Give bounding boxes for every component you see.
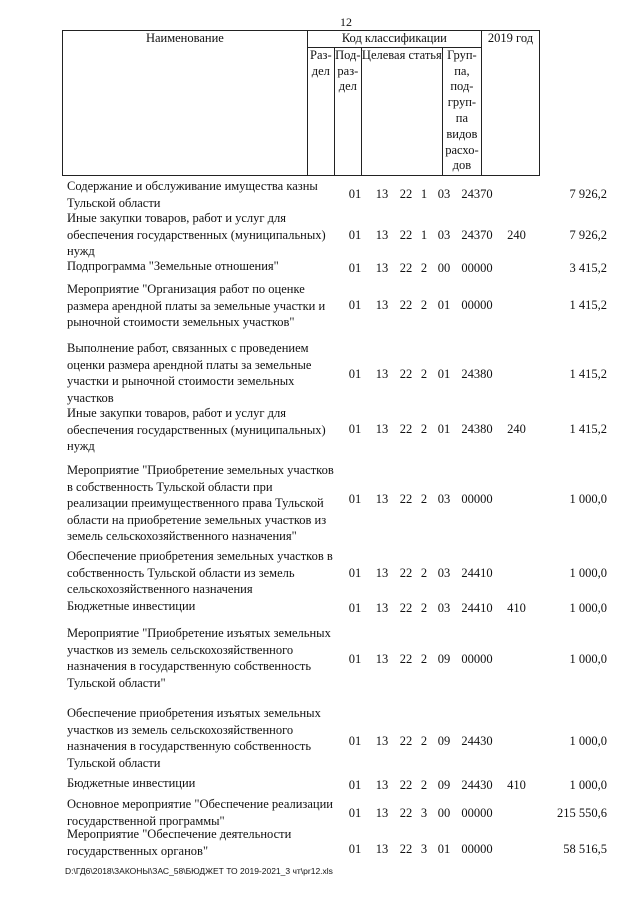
header-code-group: Код классификации: [307, 31, 481, 48]
code-razdel: 01: [348, 566, 362, 580]
row-amount-2019: 215 550,6: [557, 806, 607, 820]
code-cs-program: 22: [399, 492, 413, 506]
code-cs-event: 00: [437, 261, 451, 275]
row-amount-2019: 1 000,0: [569, 492, 607, 506]
code-cs-direction: 24430: [461, 778, 493, 792]
code-cs-direction: 00000: [461, 298, 493, 312]
code-cs-subprogram: 2: [420, 652, 428, 666]
row-name: [67, 826, 342, 859]
row-name-line: сельскохозяйственного назначения: [67, 582, 253, 596]
row-name: [67, 548, 342, 598]
code-cs-subprogram: 1: [420, 228, 428, 242]
code-cs-event: 09: [437, 734, 451, 748]
code-cs-event: 03: [437, 601, 451, 615]
code-razdel: 01: [348, 492, 362, 506]
code-cs-event: 03: [437, 566, 451, 580]
code-podrazdel: 13: [375, 842, 389, 856]
row-name-line: оценки размера арендной платы за земельные: [67, 357, 312, 372]
code-cs-event: 01: [437, 367, 451, 381]
row-name: [67, 178, 342, 211]
code-cs-program: 22: [399, 298, 413, 312]
code-podrazdel: 13: [375, 652, 389, 666]
code-cs-event: 01: [437, 842, 451, 856]
row-name-line: рыночной стоимости земельных участков": [67, 315, 295, 329]
row-amount-2019: 1 000,0: [569, 652, 607, 666]
code-podrazdel: 13: [375, 367, 389, 381]
code-razdel: 01: [348, 298, 362, 312]
row-name-line: участков: [67, 390, 114, 405]
code-cs-program: 22: [399, 228, 413, 242]
code-cs-direction: 24430: [461, 734, 493, 748]
code-cs-direction: 00000: [461, 806, 493, 820]
row-name-line: Подпрограмма "Земельные отношения": [67, 259, 279, 273]
code-cs-direction: 00000: [461, 652, 493, 666]
code-podrazdel: 13: [375, 422, 389, 436]
code-cs-program: 22: [399, 842, 413, 856]
code-cs-subprogram: 2: [420, 566, 428, 580]
code-cs-subprogram: 2: [420, 298, 428, 312]
code-podrazdel: 13: [375, 601, 389, 615]
row-name-line: Мероприятие "Приобретение изъятых земельных: [67, 626, 331, 640]
code-cs-event: 09: [437, 778, 451, 792]
code-razdel: 01: [348, 734, 362, 748]
code-cs-subprogram: 2: [420, 601, 428, 615]
row-name-line: в собственность Тульской области при: [67, 479, 273, 494]
row-name-line: собственность Тульской области из земель: [67, 565, 295, 580]
code-cs-program: 22: [399, 566, 413, 580]
row-name-line: Мероприятие "Организация работ по оценке: [67, 282, 305, 296]
code-razdel: 01: [348, 422, 362, 436]
row-name-line: Бюджетные инвестиции: [67, 776, 196, 790]
code-cs-subprogram: 3: [420, 842, 428, 856]
header-target-article: Целевая статья: [361, 47, 442, 175]
code-razdel: 01: [348, 778, 362, 792]
row-name-line: назначения в государственную собственность: [67, 659, 312, 673]
row-name: [67, 705, 342, 771]
page-number: 12: [340, 15, 352, 29]
code-cs-event: 03: [437, 492, 451, 506]
row-name: [67, 281, 342, 331]
row-name-line: Тульской области: [67, 755, 161, 770]
code-podrazdel: 13: [375, 261, 389, 275]
code-razdel: 01: [348, 367, 362, 381]
row-name: [67, 405, 342, 455]
code-podrazdel: 13: [375, 187, 389, 201]
row-name-line: участков из земель сельскохозяйственного: [67, 722, 294, 737]
code-razdel: 01: [348, 261, 362, 275]
code-cs-subprogram: 1: [420, 187, 428, 201]
code-cs-event: 09: [437, 652, 451, 666]
code-cs-event: 00: [437, 806, 451, 820]
header-podrazdel: Под- раз- дел: [334, 47, 361, 175]
header-razdel: Раз- дел: [307, 47, 334, 175]
row-name-line: Иные закупки товаров, работ и услуг для: [67, 406, 287, 420]
code-cs-direction: 00000: [461, 261, 493, 275]
row-amount-2019: 7 926,2: [569, 228, 607, 242]
code-cs-program: 22: [399, 734, 413, 748]
code-expense-group: 240: [507, 422, 526, 436]
row-name: [67, 210, 342, 260]
code-cs-program: 22: [399, 187, 413, 201]
code-cs-program: 22: [399, 778, 413, 792]
row-amount-2019: 1 000,0: [569, 734, 607, 748]
code-cs-subprogram: 2: [420, 367, 428, 381]
code-cs-program: 22: [399, 422, 413, 436]
code-razdel: 01: [348, 601, 362, 615]
row-name-line: реализации преимущественного права Тульской: [67, 496, 324, 510]
row-amount-2019: 1 000,0: [569, 566, 607, 580]
code-podrazdel: 13: [375, 734, 389, 748]
row-amount-2019: 1 415,2: [569, 367, 607, 381]
code-podrazdel: 13: [375, 228, 389, 242]
row-name: [67, 598, 342, 615]
code-expense-group: 240: [507, 228, 526, 242]
row-amount-2019: 1 000,0: [569, 778, 607, 792]
row-name-line: Тульской области": [67, 675, 166, 690]
code-expense-group: 410: [507, 778, 526, 792]
row-name-line: нужд: [67, 439, 95, 453]
code-cs-direction: 00000: [461, 842, 493, 856]
code-razdel: 01: [348, 187, 362, 201]
header-year: 2019 год: [481, 31, 539, 176]
code-cs-direction: 24370: [461, 228, 493, 242]
code-cs-subprogram: 2: [420, 734, 428, 748]
code-podrazdel: 13: [375, 778, 389, 792]
code-cs-direction: 24380: [461, 422, 493, 436]
header-expense-group: Груп- па, под- груп- па видов расхо- дов: [442, 47, 481, 175]
row-name-line: земель сельскохозяйственного назначения": [67, 529, 297, 543]
code-cs-subprogram: 2: [420, 261, 428, 275]
file-path-footer: D:\ГД6\2018\ЗАКОНЫ\ЗАС_58\БЮДЖЕТ ТО 2019-2021_3 чт\pr12.xls: [65, 866, 333, 876]
row-name-line: нужд: [67, 244, 95, 258]
code-cs-subprogram: 2: [420, 422, 428, 436]
code-cs-program: 22: [399, 367, 413, 381]
code-cs-subprogram: 2: [420, 492, 428, 506]
row-name-line: Бюджетные инвестиции: [67, 599, 196, 613]
row-name-line: Мероприятие "Приобретение земельных участков: [67, 463, 334, 477]
code-podrazdel: 13: [375, 566, 389, 580]
code-cs-event: 03: [437, 187, 451, 201]
code-cs-event: 01: [437, 422, 451, 436]
row-name-line: государственной программы": [67, 813, 225, 828]
code-cs-direction: 24380: [461, 367, 493, 381]
code-podrazdel: 13: [375, 492, 389, 506]
row-name-line: обеспечения государственных (муниципальных): [67, 227, 326, 242]
row-name-line: Тульской области: [67, 195, 161, 210]
code-podrazdel: 13: [375, 806, 389, 820]
code-cs-program: 22: [399, 652, 413, 666]
row-name-line: Иные закупки товаров, работ и услуг для: [67, 211, 287, 225]
row-name: [67, 796, 342, 829]
row-name-line: Обеспечение приобретения земельных участков в: [67, 549, 333, 563]
header-name: Наименование: [63, 31, 308, 176]
table-header: [62, 30, 540, 176]
code-cs-program: 22: [399, 601, 413, 615]
row-amount-2019: 1 000,0: [569, 601, 607, 615]
row-amount-2019: 1 415,2: [569, 422, 607, 436]
row-name-line: Выполнение работ, связанных с проведением: [67, 341, 309, 355]
code-razdel: 01: [348, 842, 362, 856]
code-cs-program: 22: [399, 806, 413, 820]
code-podrazdel: 13: [375, 298, 389, 312]
code-cs-direction: 00000: [461, 492, 493, 506]
row-amount-2019: 58 516,5: [563, 842, 607, 856]
row-name-line: назначения в государственную собственность: [67, 739, 312, 753]
row-amount-2019: 7 926,2: [569, 187, 607, 201]
row-name-line: Основное мероприятие "Обеспечение реализации: [67, 797, 333, 811]
row-name: [67, 775, 342, 792]
row-amount-2019: 3 415,2: [569, 261, 607, 275]
code-cs-event: 01: [437, 298, 451, 312]
row-name: [67, 462, 342, 545]
row-name-line: Мероприятие "Обеспечение деятельности: [67, 827, 292, 841]
code-razdel: 01: [348, 806, 362, 820]
code-cs-subprogram: 2: [420, 778, 428, 792]
row-amount-2019: 1 415,2: [569, 298, 607, 312]
row-name: [67, 340, 342, 406]
code-cs-program: 22: [399, 261, 413, 275]
row-name: [67, 625, 342, 691]
code-cs-direction: 24370: [461, 187, 493, 201]
row-name: [67, 258, 342, 275]
code-cs-subprogram: 3: [420, 806, 428, 820]
row-name-line: размера арендной платы за земельные участки и: [67, 298, 326, 313]
row-name-line: области на приобретение земельных участков из: [67, 512, 327, 527]
row-name-line: участки и рыночной стоимости земельных: [67, 374, 295, 388]
code-cs-event: 03: [437, 228, 451, 242]
row-name-line: участков из земель сельскохозяйственного: [67, 642, 294, 657]
row-name-line: Обеспечение приобретения изъятых земельных: [67, 706, 321, 720]
code-razdel: 01: [348, 228, 362, 242]
row-name-line: обеспечения государственных (муниципальных): [67, 422, 326, 437]
row-name-line: Содержание и обслуживание имущества казны: [67, 179, 318, 193]
code-razdel: 01: [348, 652, 362, 666]
row-name-line: государственных органов": [67, 843, 209, 858]
code-cs-direction: 24410: [461, 601, 493, 615]
code-expense-group: 410: [507, 601, 526, 615]
code-cs-direction: 24410: [461, 566, 493, 580]
